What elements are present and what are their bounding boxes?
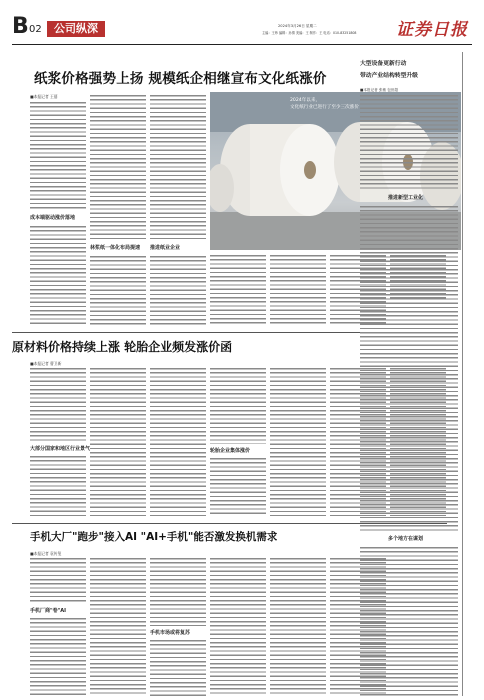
- story3-byline: ■本报记者 袁传玺: [30, 551, 62, 556]
- sidebar-subhead-1: 推进新型工业化: [388, 195, 424, 201]
- story3-column-4: [210, 558, 266, 696]
- story3-column-2: [90, 558, 146, 696]
- masthead-info-2: 主编：王炜 编辑：孙倩 美编：王 制作：王 电话：010-83251808: [262, 31, 357, 35]
- photo-caption: 2024年以来， 文化纸行业已进行了至少三次涨价: [290, 98, 359, 110]
- story1-subhead-1: 成本端驱动涨价落地: [30, 215, 76, 221]
- sidebar-text-1: [360, 95, 458, 191]
- story3-column-1: [30, 558, 86, 604]
- story1-subhead-2: 林浆纸一体化布局提速: [90, 245, 141, 251]
- story3-subhead-2: 手机市场或将复苏: [150, 630, 191, 636]
- sidebar-subhead-2: 多个地方在谋划: [388, 536, 424, 542]
- story1-headline: 纸浆价格强势上扬 规模纸企相继宣布文化纸涨价: [34, 71, 327, 87]
- sidebar-divider: [462, 52, 463, 696]
- story1-column-4: [210, 255, 266, 325]
- section-title: 公司纵深: [54, 22, 98, 35]
- sidebar-byline: ■本报记者 张敏 包世超: [360, 88, 399, 92]
- story2-headline: 原材料价格持续上涨 轮胎企业频发涨价函: [12, 340, 233, 354]
- story2-subhead-1: 大部分国家和地区行业景气: [30, 446, 91, 452]
- story2-column-5: [270, 368, 326, 516]
- story2-column-4: [210, 368, 266, 444]
- masthead-rule: [12, 44, 472, 45]
- masthead: [0, 0, 484, 50]
- story1-column-2: [90, 95, 146, 325]
- story3-headline: 手机大厂"跑步"接入AI "AI+手机"能否激发换机需求: [30, 531, 278, 543]
- newspaper-logo: 证券日报: [396, 20, 468, 40]
- page-letter: B: [12, 14, 29, 39]
- section-badge: [47, 21, 105, 37]
- story3-subhead-1: 手机厂商"卷"AI: [30, 608, 66, 614]
- story3-column-5: [270, 558, 326, 696]
- page-number: 02: [29, 24, 42, 35]
- story2-column-2: [90, 368, 146, 516]
- story2-column-1: [30, 368, 86, 442]
- story2-byline: ■本报记者 曹卫新: [30, 361, 62, 366]
- story1-column-3: [150, 95, 206, 325]
- story1-column-5: [270, 255, 326, 325]
- sidebar-headline-2: 带动产业结构转型升级: [360, 73, 418, 79]
- story3-column-3: [150, 558, 206, 626]
- masthead-info-1: 2024年3月26日 星期二: [278, 24, 317, 28]
- story1-subhead-3: 推进纸业企业: [150, 245, 181, 251]
- story1-column-1: [30, 102, 86, 325]
- story2-column-3: [150, 368, 206, 516]
- sidebar-headline-1: 大型设备更新行动: [360, 61, 407, 67]
- story1-byline: ■本报记者 王僖: [30, 94, 58, 99]
- story2-subhead-2: 轮胎企业集体涨价: [210, 448, 251, 454]
